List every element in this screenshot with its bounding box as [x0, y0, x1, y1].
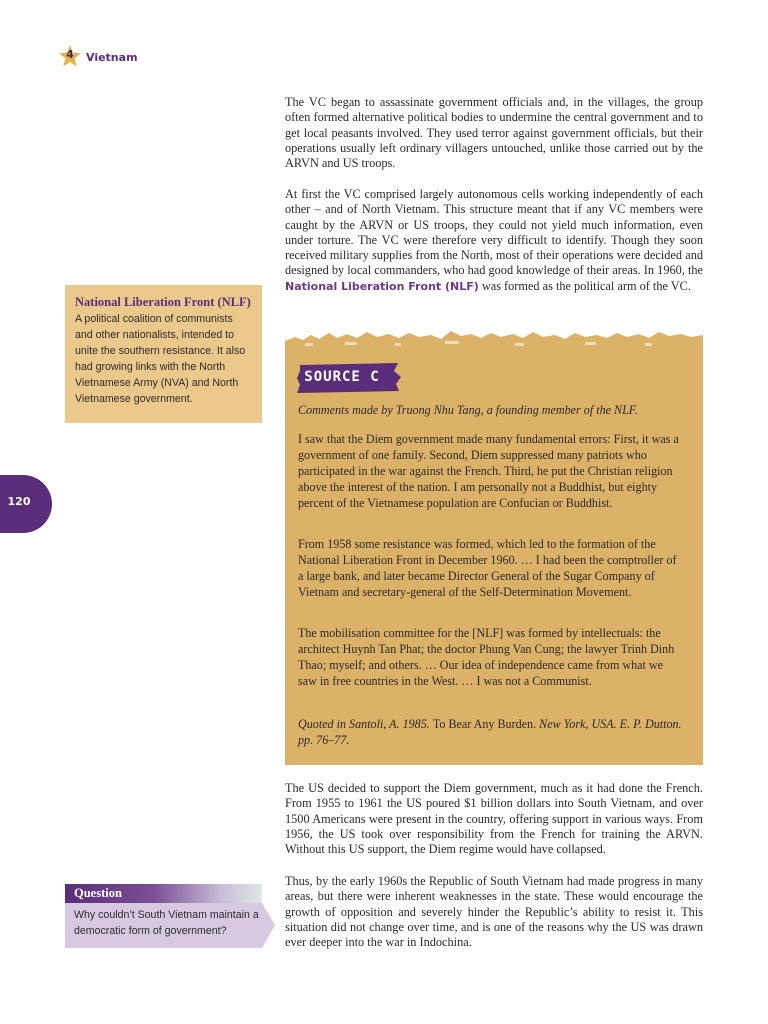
question-heading: Question — [74, 886, 122, 900]
source-paragraph-2: From 1958 some resistance was formed, which led to the formation of the National Liberation Front in December 1960. … I had been the comptroller of a large bank, and later became Director General of the Sugar Company of Vietnam and secretary-general of the Self-Determination Movement. — [298, 537, 677, 599]
question-box — [65, 884, 275, 948]
chapter-header — [58, 44, 138, 70]
source-paragraph-1: I saw that the Diem government made many fundamental errors: First, it was a government of one family. Second, Diem suppressed many patriots who participated in the war against the French. Third, he put the Christian religion above the interest of the nation. I am personally not a Buddhist, but eighty percent of the Vietnamese population are Confucian or Buddhist. — [298, 432, 679, 510]
body-paragraph-3: The US decided to support the Diem government, much as it had done the French. From 1955 to 1961 the US poured $1 billion dollars into South Vietnam, and over 1500 Americans were present in the country, offering support in various ways. From 1956, the US took over responsibility from the French for training the ARVN. Without this US support, the Diem regime would have collapsed. — [285, 781, 703, 857]
chapter-title: Vietnam — [86, 50, 138, 64]
chapter-number: 4 — [66, 48, 74, 61]
source-c-box — [285, 325, 703, 765]
source-citation — [298, 716, 683, 748]
chapter-star-icon — [58, 44, 82, 70]
body-paragraph-4: Thus, by the early 1960s the Republic of South Vietnam had made progress in many areas, but there were inherent weaknesses in the state. These would encourage the growth of opposition and severely hinder the Republic’s ability to resist it. This situation did not change over time, and is one of the reasons why the US was drawn ever deeper into the war in Indochina. — [285, 874, 703, 950]
glossary-definition: A political coalition of communists and other nationalists, intended to unite the southern resistance. It also had growing links with the North Vietnamese Army (NVA) and North Vietnamese government. — [75, 313, 246, 405]
glossary-box — [65, 285, 262, 423]
glossary-term: National Liberation Front (NLF) — [75, 295, 251, 309]
body-paragraph-2 — [285, 187, 703, 294]
question-text: Why couldn’t South Vietnam maintain a democratic form of government? — [74, 909, 259, 937]
body-paragraph-2-text: At first the VC comprised largely autonomous cells working independently of each other – and of North Vietnam. This structure meant that if any VC members were caught by the ARVN or US troops, they could not yield much information, even under torture. The VC were therefore very difficult to identify. Though they soon received military supplies from the North, most of their operations were decided and designed by local commanders, who had good knowledge of their areas. In 1960, the — [285, 187, 703, 278]
source-label — [297, 363, 401, 393]
question-heading-bar — [65, 884, 262, 903]
source-paragraph-3: The mobilisation committee for the [NLF] was formed by intellectuals: the architect Huynh Tan Phat; the doctor Phung Van Cung; the lawyer Trinh Dinh Thao; myself; and others. … Our idea of independence came from what we saw in free countries in the West. … I was not a Communist. — [298, 626, 675, 688]
question-body — [65, 903, 275, 948]
citation-title: To Bear Any Burden. — [432, 717, 537, 731]
citation-prefix: Quoted in Santoli, A. 1985. — [298, 717, 433, 731]
source-label-text: SOURCE C — [304, 369, 380, 385]
nlf-key-term: National Liberation Front (NLF) — [285, 279, 479, 293]
page-number-tab — [0, 475, 52, 533]
glossary-entry — [75, 294, 252, 407]
page-number: 120 — [7, 495, 31, 508]
citation-suffix: New York, USA. E. P. Dutton. pp. 76–77. — [298, 717, 682, 747]
body-paragraph-2-end: was formed as the political arm of the VC. — [478, 278, 691, 293]
body-paragraph-1: The VC began to assassinate government officials and, in the villages, the group often formed alternative political bodies to undermine the central government and to get local peasants involved. They used terror against government officials, but their operations usually left ordinary villagers untouched, unlike those carried out by the ARVN and US troops. — [285, 95, 703, 171]
source-intro: Comments made by Truong Nhu Tang, a founding member of the NLF. — [298, 403, 638, 417]
